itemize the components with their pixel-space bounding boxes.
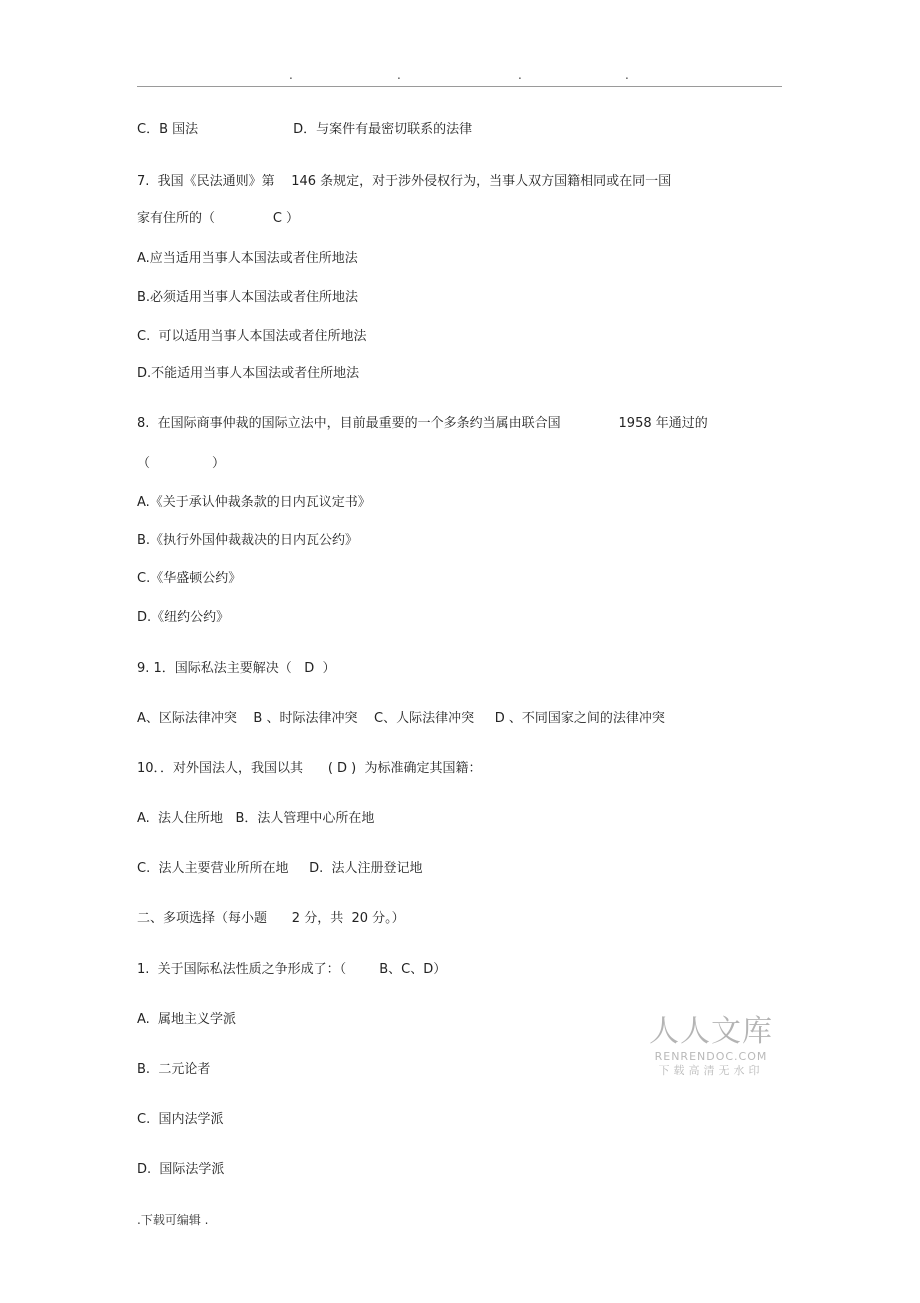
footer-note: .下载可编辑 . <box>137 1213 209 1227</box>
option-line: C.《华盛顿公约》 <box>137 571 242 586</box>
option-line: C．B 国法 D．与案件有最密切联系的法律 <box>137 122 473 137</box>
watermark <box>648 1015 774 1078</box>
option-line: B. 二元论者 <box>137 1062 211 1077</box>
option-line: B.《执行外国仲裁裁决的日内瓦公约》 <box>137 533 359 548</box>
header-dot: . <box>397 68 401 82</box>
option-line: A. 属地主义学派 <box>137 1012 237 1027</box>
header-dot: . <box>625 68 629 82</box>
option-line: A.《关于承认仲裁条款的日内瓦议定书》 <box>137 495 371 510</box>
question-line: 9. 1．国际私法主要解决（ D ） <box>137 661 336 676</box>
option-line: D.《纽约公约》 <box>137 610 230 625</box>
header-dot: . <box>289 68 293 82</box>
question-line: 1. 关于国际私法性质之争形成了：（ B、C、D） <box>137 962 447 977</box>
option-line: A.应当适用当事人本国法或者住所地法 <box>137 251 358 266</box>
option-line: C. 国内法学派 <box>137 1112 224 1127</box>
watermark-url: RENRENDOC.COM <box>654 1050 768 1063</box>
option-line: C. 可以适用当事人本国法或者住所地法 <box>137 329 367 344</box>
option-line: A. 法人住所地 B．法人管理中心所在地 <box>137 811 375 826</box>
option-line: B.必须适用当事人本国法或者住所地法 <box>137 290 359 305</box>
watermark-logo: 人人文库 <box>649 1014 773 1049</box>
section-heading: 二、多项选择（每小题 2 分，共 20 分。） <box>137 911 405 926</box>
question-line: （ ） <box>137 456 225 471</box>
option-line: A、区际法律冲突 B 、时际法律冲突 C、人际法律冲突 D 、不同国家之间的法律冲突 <box>137 711 665 726</box>
question-line: 10．．对外国法人，我国以其 ( D ) 为标准确定其国籍： <box>137 761 482 776</box>
question-line: 家有住所的（ C ） <box>137 211 300 226</box>
watermark-tagline: 下载高清无水印 <box>658 1064 764 1077</box>
option-line: D. 国际法学派 <box>137 1162 225 1177</box>
option-line: C. 法人主要营业所所在地 D. 法人注册登记地 <box>137 861 423 876</box>
option-line: D.不能适用当事人本国法或者住所地法 <box>137 366 360 381</box>
header-dot: . <box>518 68 522 82</box>
header-rule <box>137 86 782 87</box>
question-line: 7. 我国《民法通则》第 146 条规定，对于涉外侵权行为，当事人双方国籍相同或在同一国 <box>137 174 672 189</box>
question-line: 8. 在国际商事仲裁的国际立法中，目前最重要的一个多条约当属由联合国 1958 年通过的 <box>137 416 708 431</box>
